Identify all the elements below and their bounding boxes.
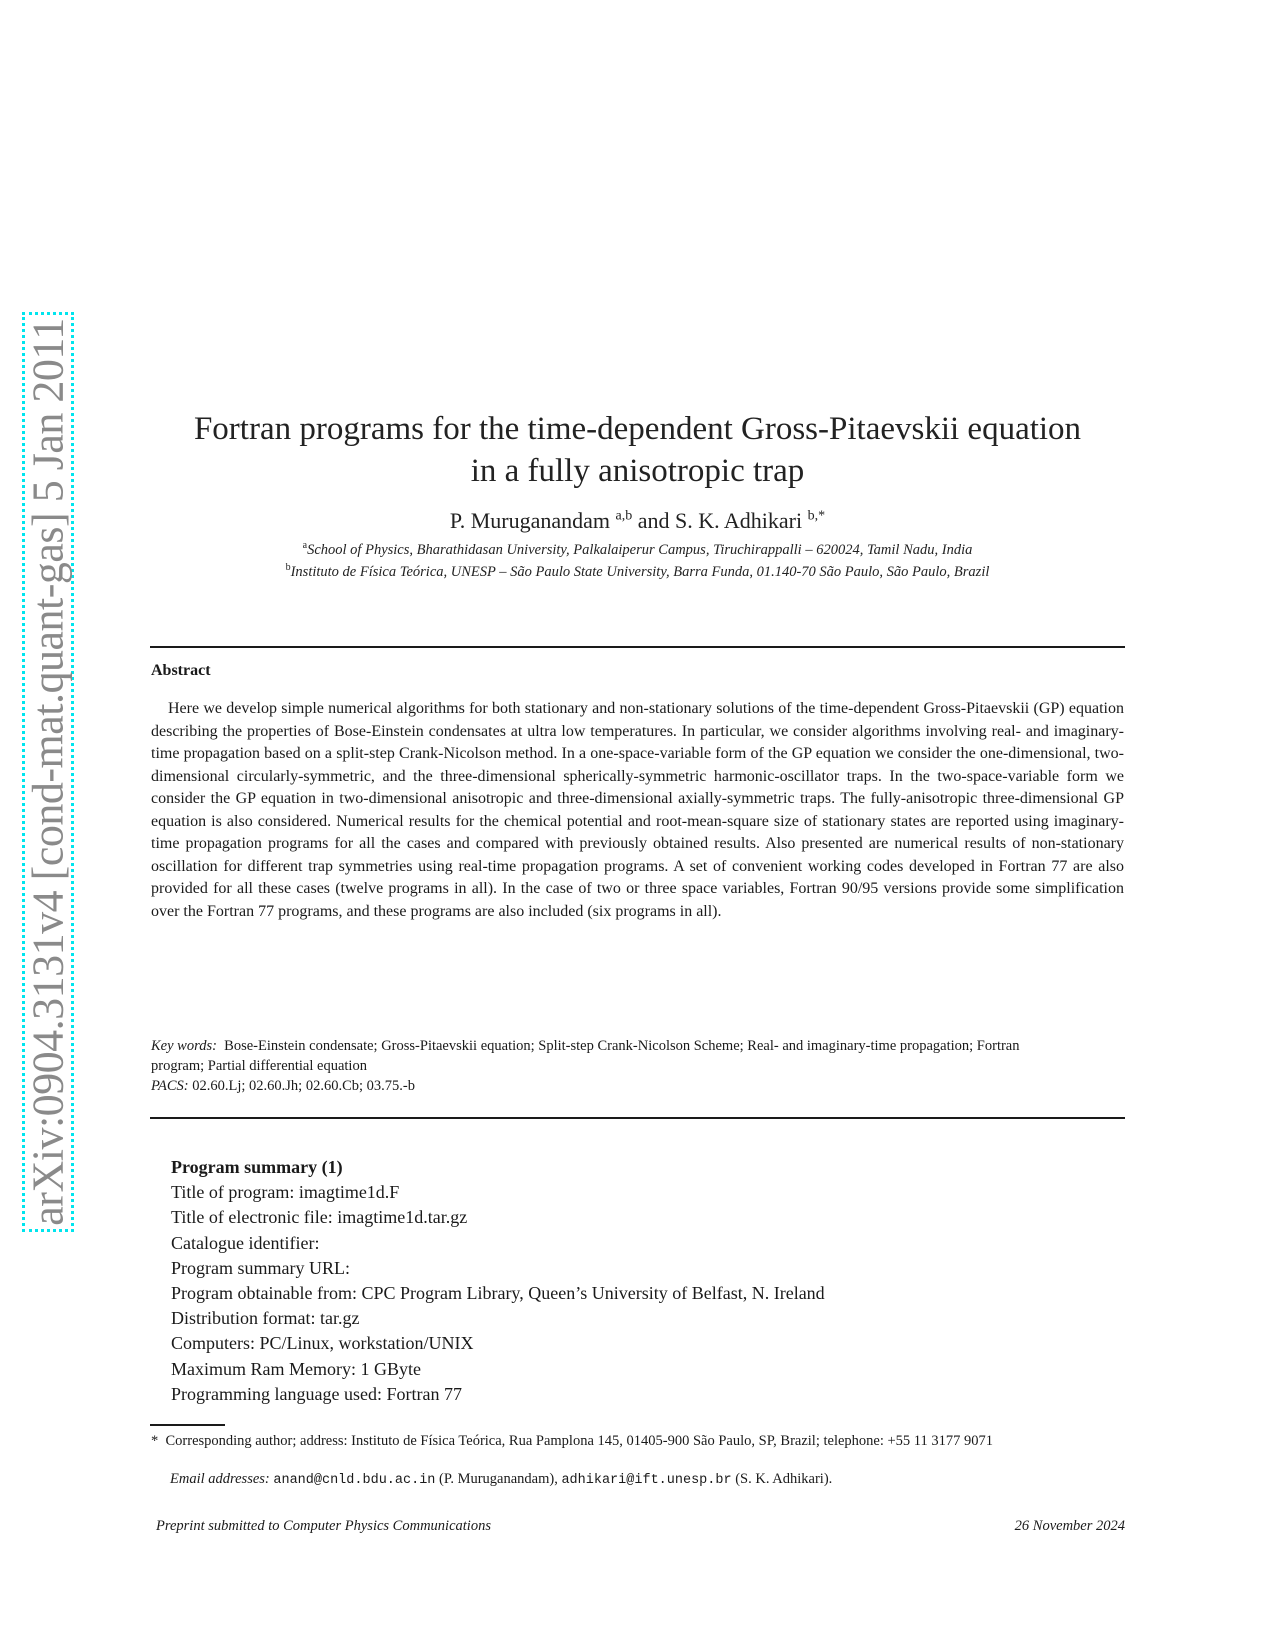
pacs-label: PACS: [151, 1078, 189, 1094]
bottom-divider [150, 1117, 1125, 1119]
author-affiliation-marks: b,* [807, 508, 826, 524]
pacs [151, 1076, 1051, 1096]
affiliation-mark: a [302, 540, 308, 551]
author-name: S. K. Adhikari [674, 508, 803, 533]
keywords-text: Bose-Einstein condensate; Gross-Pitaevskii equation; Split-step Crank-Nicolson Scheme; Real- and imaginary-time propagation; Fortran program; Partial differential equation [151, 1038, 1020, 1074]
preprint-date: 26 November 2024 [1014, 1518, 1125, 1534]
affiliation-text: Instituto de Física Teórica, UNESP – São Paulo State University, Barra Funda, 01.140-70 São Paulo, São Paulo, Brazil [290, 563, 990, 580]
affiliation-mark: b [285, 562, 291, 573]
email-link[interactable]: anand@cnld.bdu.ac.in [273, 1473, 436, 1488]
email-link[interactable]: adhikari@ift.unesp.br [561, 1473, 732, 1488]
email-owner: (P. Muruganandam), [439, 1471, 558, 1487]
top-divider [150, 646, 1125, 648]
abstract-heading: Abstract [151, 662, 211, 679]
summary-line: Program obtainable from: CPC Program Library, Queen’s University of Belfast, N. Ireland [171, 1283, 825, 1304]
author-affiliation-marks: a,b [615, 508, 633, 524]
summary-line: Computers: PC/Linux, workstation/UNIX [171, 1333, 474, 1354]
paper-title [0, 408, 1275, 492]
program-summary [171, 1155, 825, 1407]
footnote-mark: * [151, 1433, 159, 1449]
title-line-1: Fortran programs for the time-dependent Gross-Pitaevskii equation [193, 411, 1082, 447]
footnote-rule [150, 1424, 225, 1426]
title-line-2: in a fully anisotropic trap [470, 453, 805, 489]
summary-line: Programming language used: Fortran 77 [171, 1383, 462, 1404]
footnote-text: Corresponding author; address: Instituto de Física Teórica, Rua Pamplona 145, 01405-900 São Paulo, SP, Brazil; telephone: +55 11 3177 9071 [165, 1433, 994, 1449]
summary-line: Catalogue identifier: [171, 1232, 320, 1253]
affiliation-a [0, 540, 1275, 559]
affiliation-b [0, 562, 1275, 581]
keywords [151, 1036, 1051, 1076]
email-label: Email addresses: [170, 1471, 270, 1487]
arxiv-identifier: arXiv:0904.3131v4 [cond-mat.quant-gas] 5 Jan 2011 [23, 318, 73, 1226]
summary-line: Maximum Ram Memory: 1 GByte [171, 1358, 421, 1379]
pacs-codes: 02.60.Lj; 02.60.Jh; 02.60.Cb; 03.75.-b [192, 1078, 415, 1094]
program-summary-heading: Program summary (1) [171, 1157, 343, 1177]
author-joiner: and [637, 508, 670, 533]
affiliation-text: School of Physics, Bharathidasan University, Palkalaiperur Campus, Tiruchirappalli – 620024, Tamil Nadu, India [307, 541, 973, 558]
corresponding-author-footnote [151, 1431, 1126, 1451]
preprint-notice: Preprint submitted to Computer Physics Communications [156, 1518, 491, 1534]
summary-line: Title of electronic file: imagtime1d.tar.gz [171, 1207, 468, 1228]
keywords-label: Key words: [151, 1038, 217, 1054]
summary-line: Program summary URL: [171, 1257, 350, 1278]
abstract-body: Here we develop simple numerical algorithms for both stationary and non-stationary solutions of the time-dependent Gross-Pitaevskii (GP) equation describing the properties of Bose-Einstein condensates at ultra low temperatures. In particular, we consider algorithms involving real- and imaginary-time propagation based on a split-step Crank-Nicolson method. In a one-space-variable form of the GP equation we consider the one-dimensional, two-dimensional circularly-symmetric, and the three-dimensional spherically-symmetric harmonic-oscillator traps. In the two-space-variable form we consider the GP equation in two-dimensional anisotropic and three-dimensional axially-symmetric traps. The fully-anisotropic three-dimensional GP equation is also considered. Numerical results for the chemical potential and root-mean-square size of stationary states are reported using imaginary-time propagation programs for all the cases and compared with previously obtained results. Also presented are numerical results of non-stationary oscillation for different trap symmetries using real-time propagation programs. A set of convenient working codes developed in Fortran 77 are also provided for all these cases (twelve programs in all). In the case of two or three space variables, Fortran 90/95 versions provide some simplification over the Fortran 77 programs, and these programs are also included (six programs in all). [151, 700, 1124, 920]
keywords-block [151, 1036, 1051, 1096]
summary-line: Title of program: imagtime1d.F [171, 1182, 400, 1203]
author-list [0, 508, 1275, 534]
summary-line: Distribution format: tar.gz [171, 1308, 360, 1329]
author-name: P. Muruganandam [449, 508, 610, 533]
email-owner: (S. K. Adhikari). [735, 1471, 833, 1487]
email-addresses [170, 1471, 832, 1488]
